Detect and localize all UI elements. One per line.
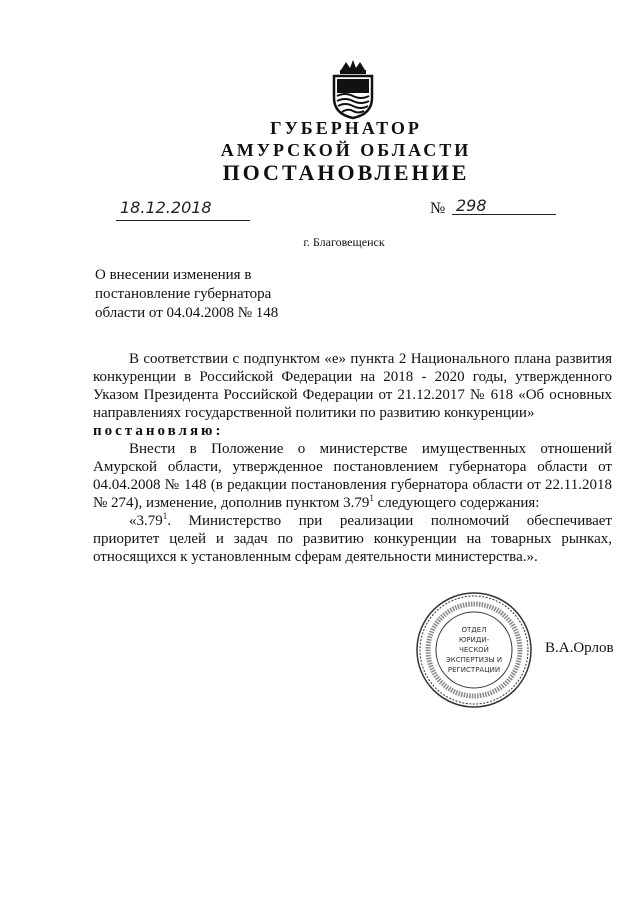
stamp-center-line: ОТДЕЛ (461, 626, 487, 634)
paragraph-text: Внести в Положение о министерстве имущественных отношений Амурской области, утвержденное постановлением губернатора области от 04.04.2008 № 148 (в редакции постановления губернатора области от 22.11.2018 № 274), изменение, дополнив пунктом 3.79 (93, 441, 612, 511)
number-underline (452, 214, 556, 215)
number-label: № (430, 200, 446, 217)
coat-of-arms-icon (328, 58, 378, 120)
superscript: 1 (162, 511, 168, 521)
preamble-paragraph: В соответствии с подпунктом «е» пункта 2 Национального плана развития конкуренции в Российской Федерации на 2018 - 2020 годы, утвержденного Указом Президента Российской Федерации от 21.12.2017 № 618 «Об основных направлениях государственной политики по развитию конкуренции» (93, 351, 612, 421)
document-type: ПОСТАНОВЛЕНИЕ (222, 160, 470, 185)
issuer-title: ГУБЕРНАТОР (270, 118, 422, 138)
stamp-center-line: РЕГИСТРАЦИИ (447, 666, 501, 674)
paragraph-text: следующего содержания: (373, 495, 540, 511)
stamp-center-line: ЭКСПЕРТИЗЫ И (445, 656, 503, 664)
stamp-center-line: ЮРИДИ- (458, 636, 490, 644)
signatory-name: В.А.Орлов (545, 640, 614, 656)
city: г. Благовещенск (303, 235, 385, 249)
subject-line: О внесении изменения в (95, 267, 252, 283)
stamp-center-line: ЧЕСКОЙ (459, 646, 489, 654)
document-body (93, 350, 612, 566)
issuer-region: АМУРСКОЙ ОБЛАСТИ (220, 140, 472, 160)
date-underline (116, 220, 250, 221)
paragraph-text: «3.79 (129, 513, 163, 529)
superscript: 1 (369, 493, 374, 503)
subject-line: области от 04.04.2008 № 148 (95, 305, 279, 321)
official-stamp (414, 590, 534, 710)
paragraph-text: . Министерство при реализации полномочий обеспечивает приоритет целей и задач по развитию конкуренции на товарных рынках, относящихся к установленным сферам деятельности министерства.». (93, 513, 612, 565)
resolves-keyword: постановляю: (93, 423, 224, 439)
subject-line: постановление губернатора (95, 286, 272, 302)
document-number: 298 (456, 196, 487, 215)
amendment-paragraph (93, 440, 612, 512)
document-subject (95, 266, 315, 323)
document-date: 18.12.2018 (120, 198, 212, 217)
new-clause-paragraph (93, 512, 612, 566)
